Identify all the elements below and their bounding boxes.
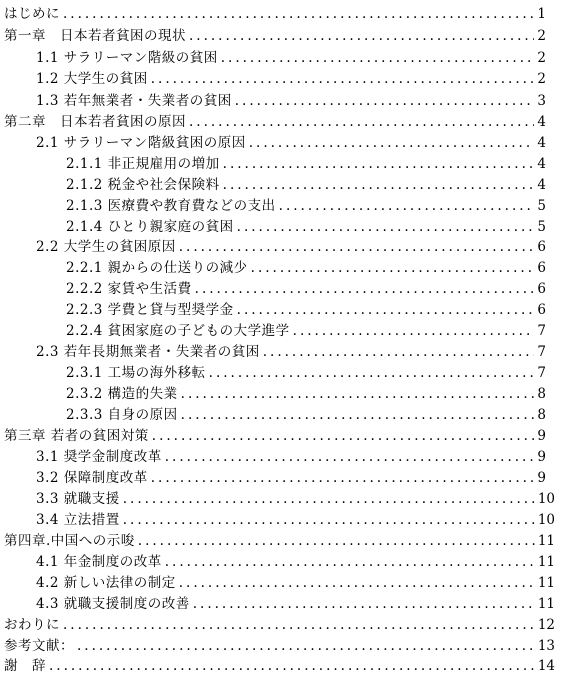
toc-entry-page: 6 (537, 260, 546, 276)
dot-leader (223, 153, 535, 175)
toc-entry-title: 2.2.3 学費と貸与型奨学金 (66, 302, 234, 318)
dot-leader (189, 111, 534, 133)
toc-entry-page: 4 (537, 177, 546, 193)
toc-entry-page: 1 (537, 6, 546, 22)
toc-entry-3-2[interactable] (36, 467, 546, 489)
toc-entry-page: 7 (537, 365, 546, 381)
toc-entry-page: 5 (537, 198, 546, 214)
toc-entry-4-2[interactable] (36, 572, 555, 594)
toc-entry-references[interactable] (4, 635, 555, 657)
toc-entry-page: 14 (537, 658, 555, 674)
toc-entry-2-1-2[interactable] (66, 174, 546, 196)
toc-entry-chapter-2[interactable] (4, 111, 546, 133)
toc-entry-page: 9 (537, 470, 546, 486)
toc-entry-page: 11 (537, 596, 555, 612)
toc-entry-title: 2.1.3 医療費や教育費などの支出 (66, 198, 276, 214)
toc-entry-page: 13 (537, 638, 555, 654)
toc-entry-title: 2.3.3 自身の原因 (66, 407, 178, 423)
dot-leader (279, 195, 535, 217)
toc-entry-page: 6 (537, 302, 546, 318)
toc-entry-title: 謝 辞 (4, 658, 46, 674)
toc-entry-page: 4 (537, 135, 546, 151)
toc-entry-page: 11 (537, 554, 555, 570)
toc-entry-4-3[interactable] (36, 593, 555, 615)
toc-entry-page: 2 (537, 50, 546, 66)
toc-entry-3-1[interactable] (36, 446, 546, 468)
dot-leader (152, 425, 535, 447)
toc-entry-title: 2.2.4 貧困家庭の子どもの大学進学 (66, 323, 290, 339)
toc-entry-page: 7 (537, 344, 546, 360)
toc-entry-2-2-3[interactable] (66, 299, 546, 321)
toc-entry-2-2-1[interactable] (66, 257, 546, 279)
dot-leader (209, 362, 535, 384)
dot-leader (249, 132, 535, 154)
toc-entry-1-3[interactable] (36, 90, 546, 112)
dot-leader (193, 593, 535, 615)
dot-leader (179, 236, 535, 258)
dot-leader (181, 404, 535, 426)
toc-entry-page: 12 (537, 617, 555, 633)
toc-entry-title: 第一章 日本若者貧困の現状 (4, 28, 186, 44)
toc-entry-title: 2.2.1 親からの仕送りの減少 (66, 260, 248, 276)
toc-entry-title: 3.1 奨学金制度改革 (36, 449, 162, 465)
toc-entry-page: 11 (537, 533, 555, 549)
toc-entry-title: 1.3 若年無業者・失業者の貧困 (36, 93, 232, 109)
dot-leader (49, 655, 535, 677)
toc-entry-page: 2 (537, 28, 546, 44)
toc-entry-title: 3.3 就職支援 (36, 491, 120, 507)
dot-leader (237, 299, 535, 321)
toc-entry-chapter-3[interactable] (4, 425, 546, 447)
toc-entry-title: 参考文献： (4, 638, 74, 654)
dot-leader (63, 614, 535, 636)
toc-entry-title: おわりに (4, 617, 60, 633)
dot-leader (165, 551, 535, 573)
toc-entry-title: はじめに (4, 6, 60, 22)
toc-entry-title: 2.1 サラリーマン階級貧困の原因 (36, 135, 246, 151)
toc-entry-page: 7 (537, 323, 546, 339)
toc-entry-title: 2.3.1 工場の海外移転 (66, 365, 206, 381)
toc-entry-3-4[interactable] (36, 509, 555, 531)
toc-entry-title: 2.1.2 税金や社会保険料 (66, 177, 220, 193)
dot-leader (263, 341, 535, 363)
toc-entry-2-1[interactable] (36, 132, 546, 154)
dot-leader (189, 25, 534, 47)
dot-leader (165, 446, 535, 468)
toc-entry-title: 1.2 大学生の貧困 (36, 71, 148, 87)
dot-leader (195, 278, 535, 300)
dot-leader (151, 68, 535, 90)
toc-entry-page: 8 (537, 407, 546, 423)
toc-entry-title: 2.2.2 家賃や生活費 (66, 281, 192, 297)
toc-entry-title: 2.1.1 非正規雇用の増加 (66, 156, 220, 172)
dot-leader (235, 90, 535, 112)
toc-entry-2-3-1[interactable] (66, 362, 546, 384)
toc-entry-chapter-4[interactable] (4, 530, 555, 552)
toc-entry-outro[interactable] (4, 614, 555, 636)
toc-entry-2-2[interactable] (36, 236, 546, 258)
toc-entry-title: 2.1.4 ひとり親家庭の貧困 (66, 219, 234, 235)
toc-entry-3-3[interactable] (36, 488, 555, 510)
toc-entry-acknowledgements[interactable] (4, 655, 555, 677)
toc-entry-page: 9 (537, 428, 546, 444)
toc-entry-page: 6 (537, 281, 546, 297)
toc-entry-page: 2 (537, 71, 546, 87)
toc-entry-2-2-2[interactable] (66, 278, 546, 300)
dot-leader (223, 174, 535, 196)
toc-entry-page: 4 (537, 156, 546, 172)
dot-leader (63, 3, 534, 25)
toc-entry-2-1-1[interactable] (66, 153, 546, 175)
toc-entry-2-3[interactable] (36, 341, 546, 363)
toc-entry-title: 3.4 立法措置 (36, 512, 120, 528)
toc-entry-page: 10 (537, 491, 555, 507)
toc-entry-title: 第四章.中国への示唆 (4, 533, 135, 549)
toc-entry-page: 4 (537, 114, 546, 130)
toc-entry-title: 2.3 若年長期無業者・失業者の貧困 (36, 344, 260, 360)
dot-leader (181, 383, 535, 405)
toc-entry-intro[interactable] (4, 3, 546, 25)
dot-leader (77, 635, 535, 657)
toc-entry-page: 3 (537, 93, 546, 109)
dot-leader (179, 572, 535, 594)
toc-entry-2-3-3[interactable] (66, 404, 546, 426)
toc-entry-4-1[interactable] (36, 551, 555, 573)
dot-leader (293, 320, 535, 342)
toc-entry-page: 6 (537, 239, 546, 255)
toc-entry-2-3-2[interactable] (66, 383, 546, 405)
toc-entry-2-2-4[interactable] (66, 320, 546, 342)
dot-leader (221, 47, 535, 69)
toc-entry-title: 第二章 日本若者貧困の原因 (4, 114, 186, 130)
dot-leader (151, 467, 535, 489)
toc-entry-2-1-3[interactable] (66, 195, 546, 217)
toc-entry-title: 第三章 若者の貧困対策 (4, 428, 149, 444)
dot-leader (237, 216, 535, 238)
toc-entry-chapter-1[interactable] (4, 25, 546, 47)
toc-entry-2-1-4[interactable] (66, 216, 546, 238)
toc-entry-page: 11 (537, 575, 555, 591)
toc-entry-1-2[interactable] (36, 68, 546, 90)
toc-entry-title: 3.2 保障制度改革 (36, 470, 148, 486)
toc-entry-title: 4.1 年金制度の改革 (36, 554, 162, 570)
dot-leader (123, 509, 535, 531)
dot-leader (251, 257, 535, 279)
toc-entry-title: 2.2 大学生の貧困原因 (36, 239, 176, 255)
toc-entry-page: 10 (537, 512, 555, 528)
toc-entry-page: 5 (537, 219, 546, 235)
toc-entry-1-1[interactable] (36, 47, 546, 69)
toc-entry-page: 8 (537, 386, 546, 402)
toc-entry-title: 2.3.2 構造的失業 (66, 386, 178, 402)
toc-entry-title: 1.1 サラリーマン階級の貧困 (36, 50, 218, 66)
dot-leader (123, 488, 535, 510)
toc-entry-page: 9 (537, 449, 546, 465)
dot-leader (138, 530, 535, 552)
toc-entry-title: 4.2 新しい法律の制定 (36, 575, 176, 591)
toc-entry-title: 4.3 就職支援制度の改善 (36, 596, 190, 612)
